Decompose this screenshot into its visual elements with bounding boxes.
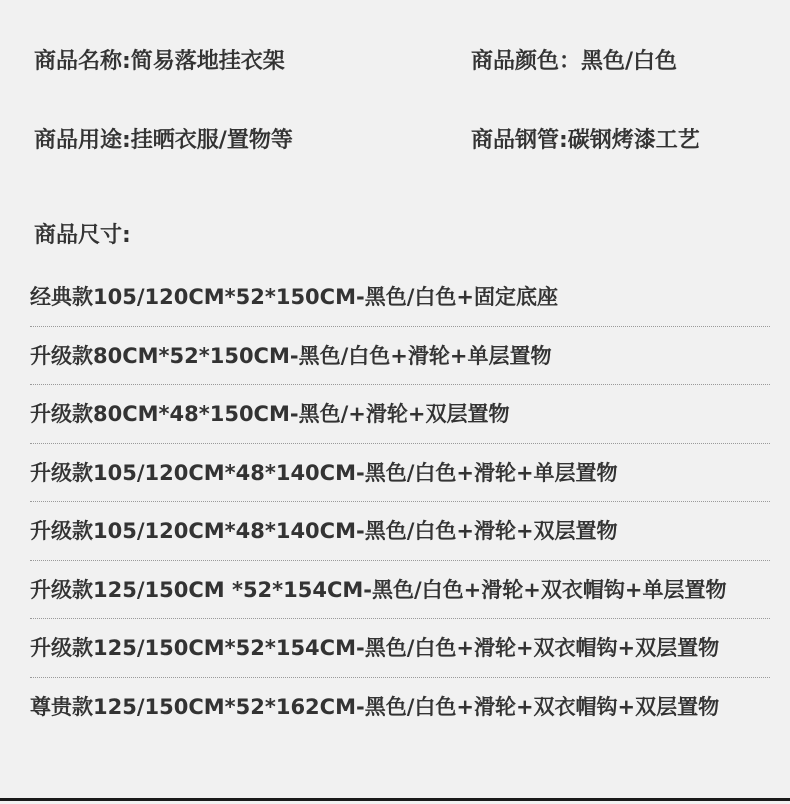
product-color: 商品颜色：黑色/白色: [471, 49, 678, 74]
spec-row: [30, 686, 770, 745]
dotted-divider: [30, 443, 770, 444]
bottom-rule: [0, 798, 790, 801]
spec-text: 升级款80CM*48*150CM-黑色/+滑轮+双层置物: [30, 402, 510, 426]
product-name: 商品名称:简易落地挂衣架: [34, 49, 285, 74]
spec-row: [30, 627, 770, 686]
spec-text: 升级款125/150CM *52*154CM-黑色/白色+滑轮+双衣帽钩+单层置物: [30, 577, 727, 602]
dotted-divider: [30, 501, 770, 502]
spec-row: [30, 276, 770, 335]
dotted-divider: [30, 384, 770, 385]
dotted-divider: [30, 326, 770, 327]
product-usage: 商品用途:挂晒衣服/置物等: [34, 128, 293, 153]
spec-text: 升级款125/150CM*52*154CM-黑色/白色+滑轮+双衣帽钩+双层置物: [30, 636, 720, 660]
spec-text: 升级款105/120CM*48*140CM-黑色/白色+滑轮+单层置物: [30, 460, 618, 485]
product-pipe: 商品钢管:碳钢烤漆工艺: [471, 128, 700, 153]
spec-row: [30, 335, 770, 394]
dotted-divider: [30, 560, 770, 561]
spec-text: 尊贵款125/150CM*52*162CM-黑色/白色+滑轮+双衣帽钩+双层置物: [30, 694, 720, 719]
spec-text: 升级款80CM*52*150CM-黑色/白色+滑轮+单层置物: [30, 343, 552, 368]
spec-row: [30, 569, 770, 628]
spec-row: [30, 452, 770, 511]
spec-row: [30, 510, 770, 569]
dotted-divider: [30, 618, 770, 619]
size-spec-list: [30, 276, 770, 744]
size-heading: 商品尺寸:: [34, 223, 131, 248]
spec-row: [30, 393, 770, 452]
spec-text: 升级款105/120CM*48*140CM-黑色/白色+滑轮+双层置物: [30, 519, 618, 543]
spec-text: 经典款105/120CM*52*150CM-黑色/白色+固定底座: [30, 285, 558, 309]
dotted-divider: [30, 677, 770, 678]
